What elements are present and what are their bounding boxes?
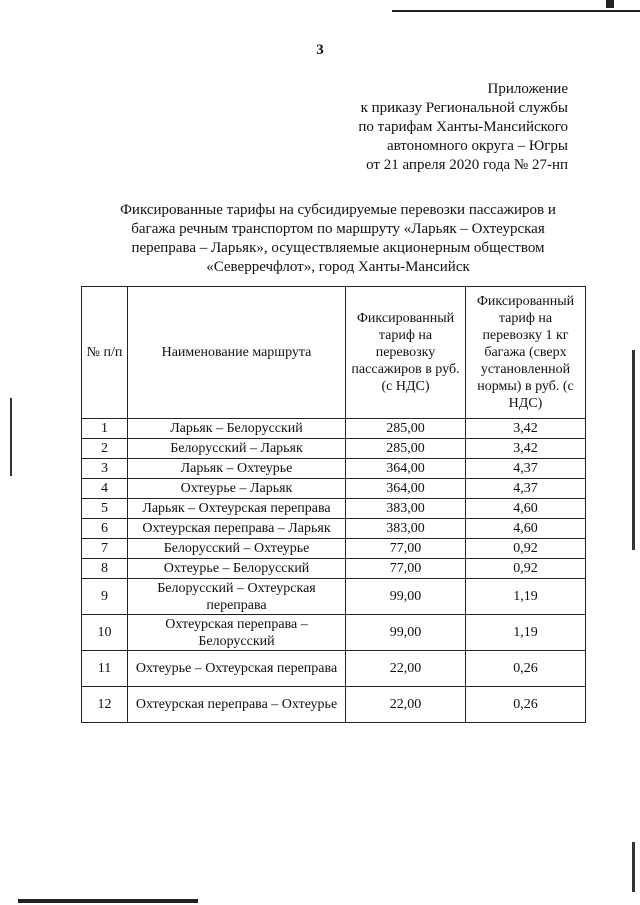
table-row: [82, 687, 586, 723]
route-name: Охтеурская переправа – Охтеурье: [128, 687, 346, 723]
table-row: [82, 419, 586, 439]
row-number: 8: [82, 559, 128, 579]
tariff-table: [81, 286, 586, 723]
route-name: Белорусский – Ларьяк: [128, 439, 346, 459]
route-name: Охтеурская переправа – Белорусский: [128, 615, 346, 651]
route-name: Ларьяк – Охтеурье: [128, 459, 346, 479]
row-number: 6: [82, 519, 128, 539]
scan-artifact: [606, 0, 614, 8]
table-row: [82, 459, 586, 479]
scan-rule-bottom: [18, 899, 198, 903]
route-name: Охтеурье – Охтеурская переправа: [128, 651, 346, 687]
appendix-block: [358, 80, 568, 175]
route-name: Белорусский – Охтеурская переправа: [128, 579, 346, 615]
table-row: [82, 439, 586, 459]
passenger-tariff: 99,00: [346, 579, 466, 615]
scan-artifact: [10, 398, 12, 476]
baggage-tariff: 0,92: [466, 539, 586, 559]
passenger-tariff: 383,00: [346, 519, 466, 539]
appendix-line: автономного округа – Югры: [386, 138, 568, 154]
passenger-tariff: 364,00: [346, 479, 466, 499]
appendix-line: Приложение: [487, 81, 568, 97]
baggage-tariff: 4,37: [466, 459, 586, 479]
title-line: «Северречфлот», город Ханты-Мансийск: [206, 259, 470, 275]
row-number: 10: [82, 615, 128, 651]
passenger-tariff: 285,00: [346, 439, 466, 459]
document-title: [100, 201, 576, 277]
scan-rule-top: [392, 10, 640, 12]
baggage-tariff: 1,19: [466, 579, 586, 615]
row-number: 11: [82, 651, 128, 687]
row-number: 2: [82, 439, 128, 459]
baggage-tariff: 0,92: [466, 559, 586, 579]
passenger-tariff: 99,00: [346, 615, 466, 651]
row-number: 7: [82, 539, 128, 559]
appendix-line: к приказу Региональной службы: [360, 100, 568, 116]
baggage-tariff: 0,26: [466, 651, 586, 687]
title-line: багажа речным транспортом по маршруту «Ларьяк – Охтеурская: [131, 221, 545, 237]
route-name: Белорусский – Охтеурье: [128, 539, 346, 559]
route-name: Охтеурская переправа – Ларьяк: [128, 519, 346, 539]
route-name: Охтеурье – Белорусский: [128, 559, 346, 579]
title-line: Фиксированные тарифы на субсидируемые перевозки пассажиров и: [120, 202, 556, 218]
scan-artifact: [632, 842, 635, 892]
table-header-row: [82, 287, 586, 419]
header-baggage-tariff: Фиксированный тариф на перевозку 1 кг багажа (сверх установленной нормы) в руб. (с НДС): [466, 287, 586, 419]
header-route-name: Наименование маршрута: [128, 287, 346, 419]
table-row: [82, 651, 586, 687]
route-name: Ларьяк – Белорусский: [128, 419, 346, 439]
baggage-tariff: 3,42: [466, 439, 586, 459]
baggage-tariff: 4,60: [466, 499, 586, 519]
appendix-line: от 21 апреля 2020 года № 27-нп: [366, 157, 568, 173]
route-name: Ларьяк – Охтеурская переправа: [128, 499, 346, 519]
page-number: 3: [316, 42, 324, 58]
table-row: [82, 559, 586, 579]
passenger-tariff: 77,00: [346, 559, 466, 579]
baggage-tariff: 3,42: [466, 419, 586, 439]
header-passenger-tariff: Фиксированный тариф на перевозку пассажиров в руб. (с НДС): [346, 287, 466, 419]
table-row: [82, 499, 586, 519]
row-number: 12: [82, 687, 128, 723]
baggage-tariff: 4,37: [466, 479, 586, 499]
baggage-tariff: 1,19: [466, 615, 586, 651]
row-number: 9: [82, 579, 128, 615]
title-line: переправа – Ларьяк», осуществляемые акционерным обществом: [131, 240, 545, 256]
route-name: Охтеурье – Ларьяк: [128, 479, 346, 499]
row-number: 3: [82, 459, 128, 479]
passenger-tariff: 383,00: [346, 499, 466, 519]
baggage-tariff: 4,60: [466, 519, 586, 539]
header-number: № п/п: [82, 287, 128, 419]
passenger-tariff: 77,00: [346, 539, 466, 559]
passenger-tariff: 364,00: [346, 459, 466, 479]
appendix-line: по тарифам Ханты-Мансийского: [358, 119, 568, 135]
table-row: [82, 579, 586, 615]
passenger-tariff: 285,00: [346, 419, 466, 439]
row-number: 5: [82, 499, 128, 519]
baggage-tariff: 0,26: [466, 687, 586, 723]
row-number: 4: [82, 479, 128, 499]
table-row: [82, 539, 586, 559]
scan-artifact: [632, 350, 635, 550]
table-row: [82, 519, 586, 539]
table-row: [82, 615, 586, 651]
row-number: 1: [82, 419, 128, 439]
passenger-tariff: 22,00: [346, 651, 466, 687]
passenger-tariff: 22,00: [346, 687, 466, 723]
table-row: [82, 479, 586, 499]
